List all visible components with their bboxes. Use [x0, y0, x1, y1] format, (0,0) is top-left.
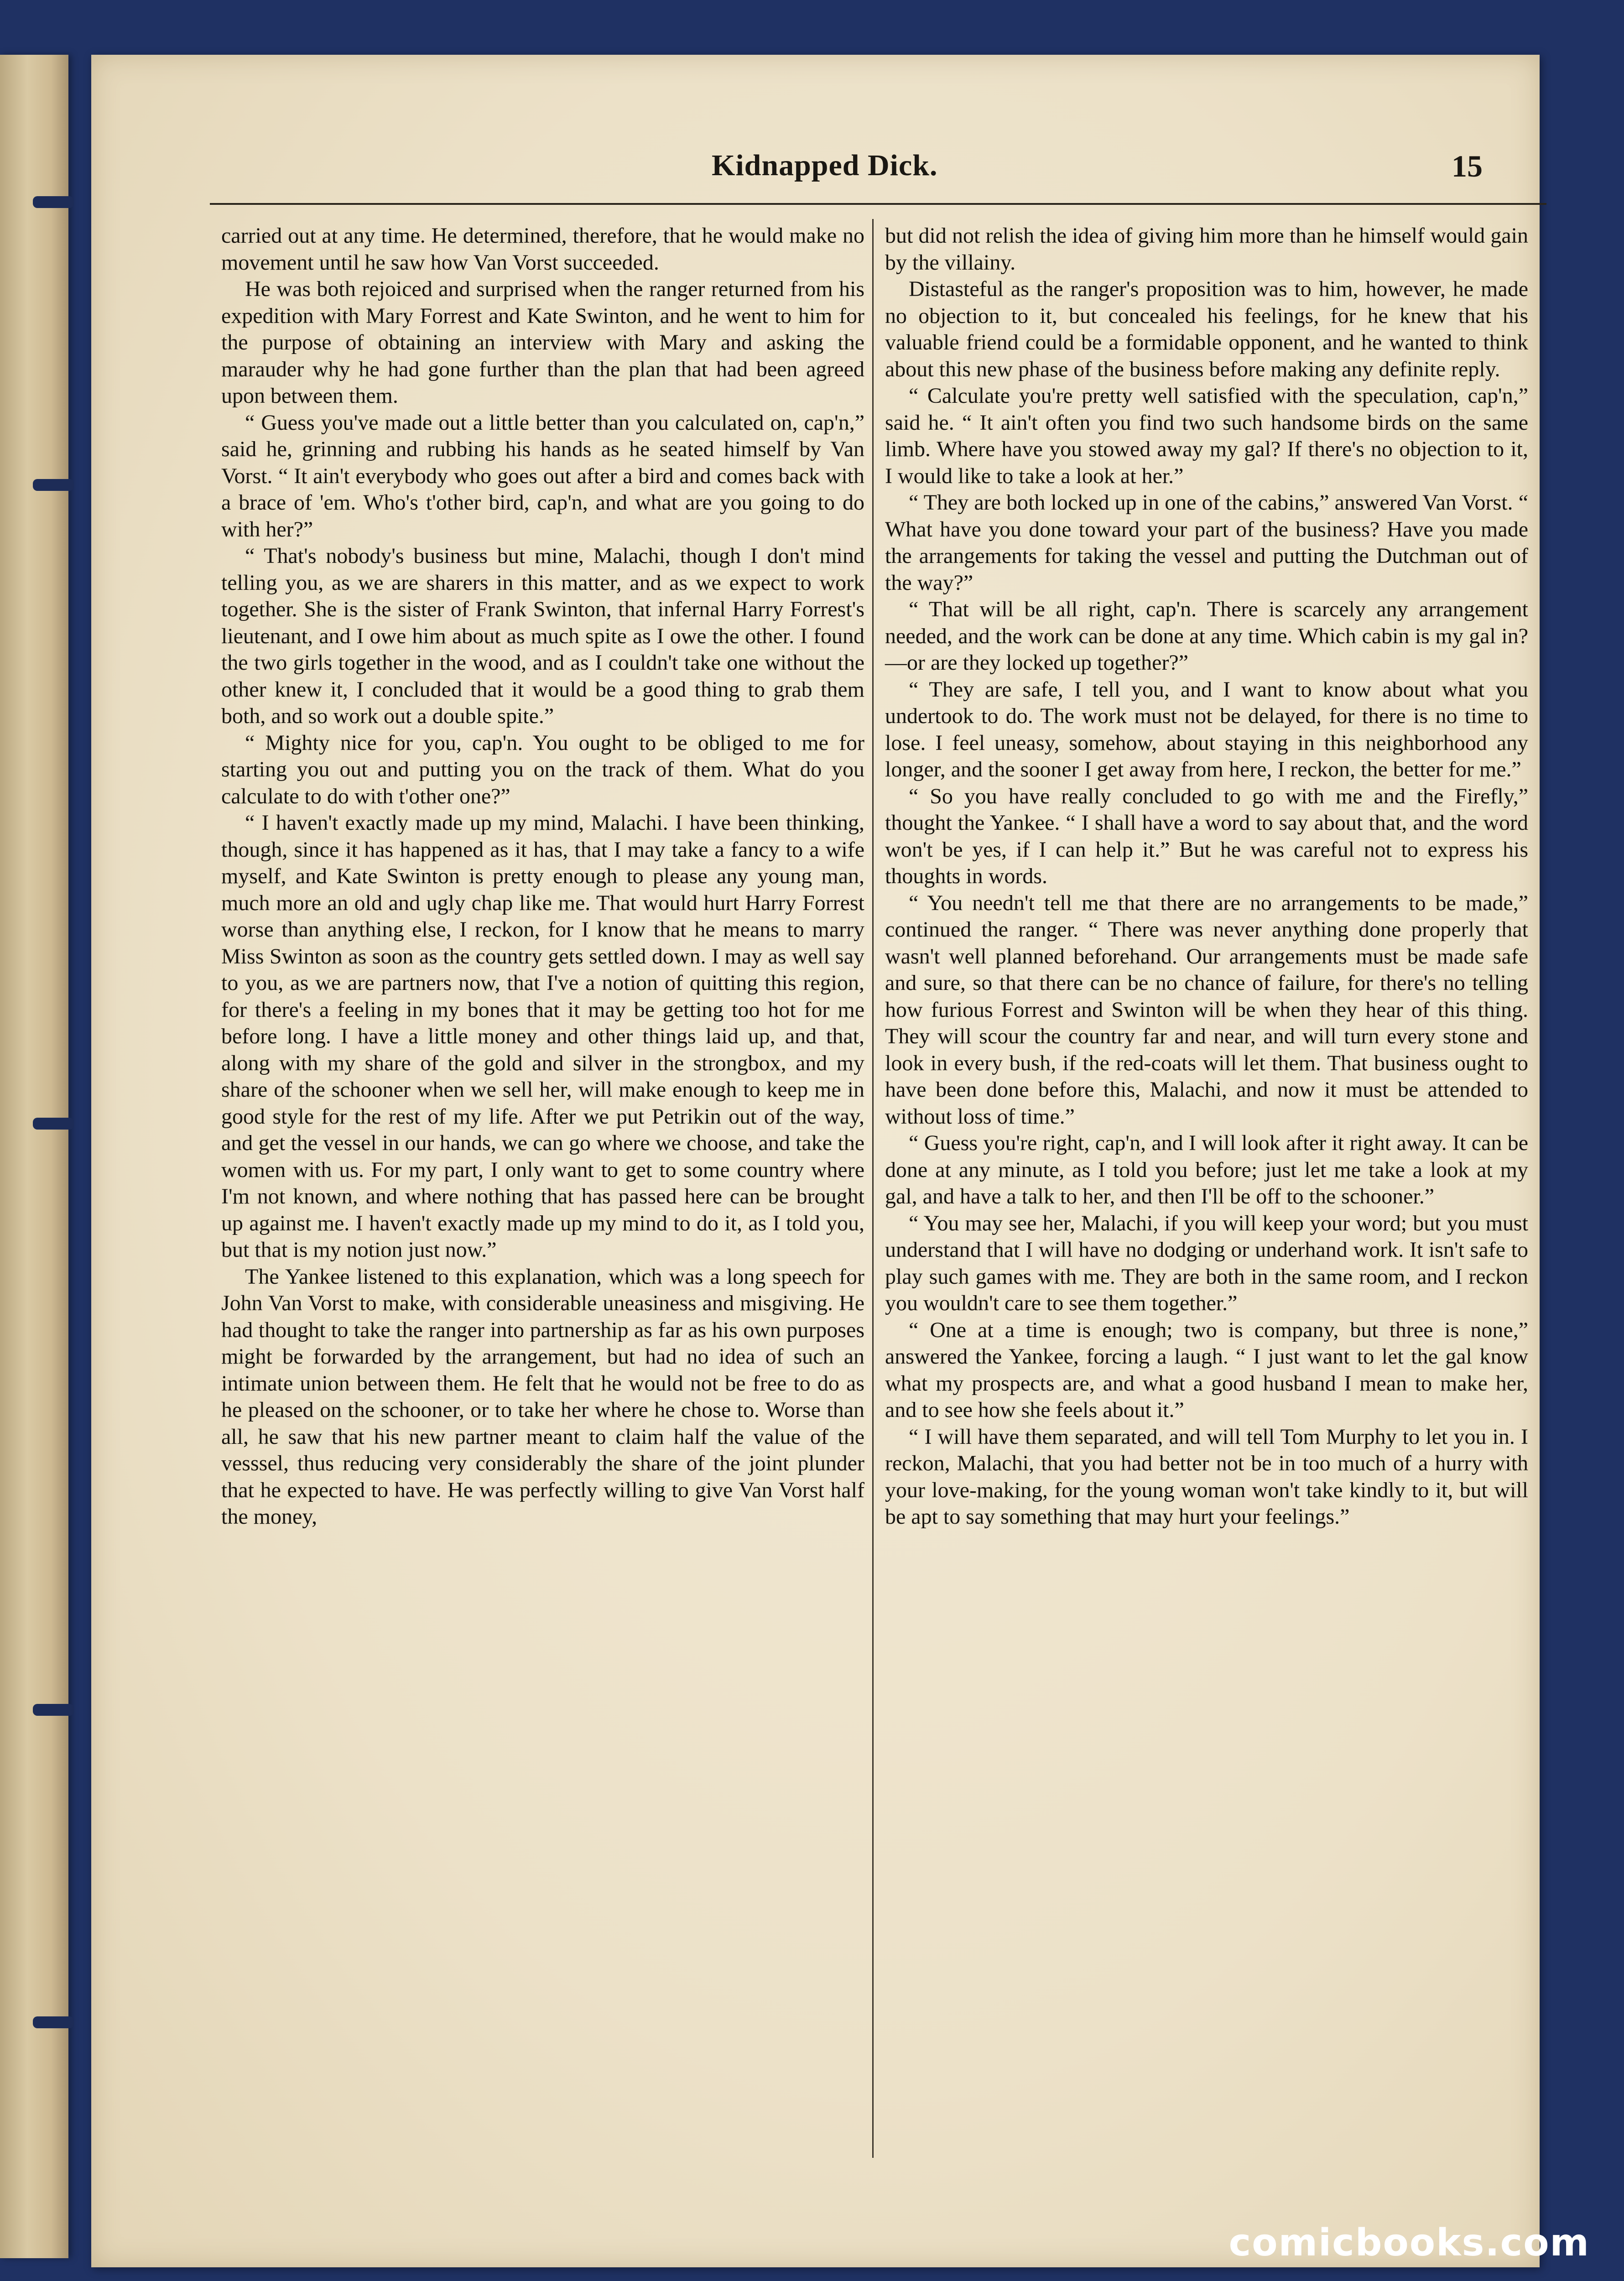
running-title: Kidnapped Dick. — [712, 149, 938, 182]
paragraph: “ You needn't tell me that there are no arrangements to be made,” continued the ranger. “ There was never anything done properly that wasn't well planned beforehand. Our arrangements must be made safe and sure, so that there can be no chance of failure, for there's no telling how furious Forrest and Swinton will be when they hear of this thing. They will scour the country far and near, and will turn every stone and look in every bush, if the red-coats will let them. That business ought to have been done before this, Malachi, and now it must be attended to without loss of time.” — [885, 891, 1528, 1129]
paragraph: “ You may see her, Malachi, if you will keep your word; but you must understand that I will have no dodging or underhand work. It isn't safe to play such games with me. They are both in the same room, and I reckon you wouldn't care to see them together.” — [885, 1211, 1528, 1315]
paragraph: “ That's nobody's business but mine, Malachi, though I don't mind telling you, as we are sharers in this matter, and as we expect to work together. She is the sister of Frank Swinton, that infernal Harry Forrest's lieutenant, and I owe him about as much spite as I owe the other. I found the two girls together in the wood, and as I couldn't take one without the other knew it, I concluded that it would be a good thing to grab them both, and so work out a double spite.” — [221, 544, 864, 728]
book-binding — [0, 55, 68, 2258]
paragraph: “ They are safe, I tell you, and I want to know about what you undertook to do. The work must not be delayed, for there is no time to lose. I feel uneasy, somehow, about staying in this neighborhood any longer, and the sooner I get away from here, I reckon, the better for me.” — [885, 677, 1528, 781]
paragraph: “ One at a time is enough; two is company, but three is none,” answered the Yankee, forcing a laugh. “ I just want to let the gal know what my prospects are, and what a good husband I mean to make her, and to see how she feels about it.” — [885, 1318, 1528, 1422]
paragraph: “ I haven't exactly made up my mind, Malachi. I have been thinking, though, since it has happened as it has, that I may take a fancy to a wife myself, and Kate Swinton is pretty enough to please any young man, much more an old and ugly chap like me. That would hurt Harry Forrest worse than anything else, I reckon, for I know that he means to marry Miss Swinton as soon as the country gets settled down. I may as well say to you, as we are partners now, that I've a notion of quitting this region, for there's a feeling in my bones that it may be getting too hot for me before long. I have a little money and other things laid up, and that, along with my share of the gold and silver in the strongbox, and my share of the schooner when we sell her, will make enough to keep me in good style for the rest of my life. After we put Petrikin out of the way, and get the vessel in our hands, we can go where we choose, and take the women with us. For my part, I only want to get to some country where I'm not known, and where nothing that has passed here can be brought up against me. I haven't exactly made up my mind to do it, as I told you, but that is my notion just now.” — [221, 811, 864, 1262]
left-column — [221, 223, 864, 1531]
page-number: 15 — [1452, 149, 1483, 183]
paragraph: “ Guess you've made out a little better than you calculated on, cap'n,” said he, grinning and rubbing his hands as he seated himself by Van Vorst. “ It ain't everybody who goes out after a bird and comes back with a brace of 'em. Who's t'other bird, cap'n, and what are you going to do with her?” — [221, 410, 864, 542]
binding-stitch — [33, 196, 74, 208]
paragraph: “ They are both locked up in one of the cabins,” answered Van Vorst. “ What have you done toward your part of the business? Have you made the arrangements for taking the vessel and putting the Dutchman out of the way?” — [885, 490, 1528, 595]
binding-stitch — [33, 1704, 74, 1716]
right-column — [885, 223, 1528, 1531]
paragraph: carried out at any time. He determined, therefore, that he would make no movement until he saw how Van Vorst succeeded. — [221, 224, 864, 275]
binding-stitch — [33, 479, 74, 491]
book-page — [91, 55, 1540, 2267]
paragraph: “ Calculate you're pretty well satisfied with the speculation, cap'n,” said he. “ It ain't often you find two such handsome birds on the same limb. Where have you stowed away my gal? If there's no objection to it, I would like to take a look at her.” — [885, 384, 1528, 488]
paragraph: “ I will have them separated, and will tell Tom Murphy to let you in. I reckon, Malachi, that you had better not be in too much of a hurry with your love-making, for the young woman won't take kindly to it, but will be apt to say something that may hurt your feelings.” — [885, 1424, 1528, 1529]
paragraph: “ So you have really concluded to go with me and the Firefly,” thought the Yankee. “ I shall have a word to say about that, and the word won't be yes, if I can help it.” But he was careful not to express his thoughts in words. — [885, 784, 1528, 888]
paragraph: He was both rejoiced and surprised when the ranger returned from his expedition with Mary Forrest and Kate Swinton, and he went to him for the purpose of obtaining an interview with Mary and asking the marauder why he had gone further than the plan that had been agreed upon between them. — [221, 277, 864, 408]
paragraph: “ That will be all right, cap'n. There is scarcely any arrangement needed, and the work can be done at any time. Which cabin is my gal in? —or are they locked up together?” — [885, 597, 1528, 675]
paragraph: The Yankee listened to this explanation, which was a long speech for John Van Vorst to make, with considerable uneasiness and misgiving. He had thought to take the ranger into partnership as far as his own purposes might be forwarded by the arrangement, but had no idea of such an intimate union between them. He felt that he would not be free to do as he pleased on the schooner, or to take her where he chose to. Worse than all, he saw that his new partner meant to claim half the value of the vesssel, thus reducing very considerably the share of the joint plunder that he expected to have. He was perfectly willing to give Van Vorst half the money, — [221, 1264, 864, 1529]
binding-stitch — [33, 1118, 74, 1130]
binding-stitch — [33, 2016, 74, 2028]
column-divider — [872, 219, 874, 2158]
paragraph: Distasteful as the ranger's proposition was to him, however, he made no objection to it, but concealed his feelings, for he knew that his valuable friend could be a formidable opponent, and he wanted to think about this new phase of the business before making any definite reply. — [885, 277, 1528, 381]
page-header — [91, 148, 1540, 198]
paragraph: “ Mighty nice for you, cap'n. You ought to be obliged to me for starting you out and putting you on the track of them. What do you calculate to do with t'other one?” — [221, 730, 864, 808]
site-watermark: comicbooks.com — [1228, 2221, 1590, 2265]
paragraph: but did not relish the idea of giving him more than he himself would gain by the villainy. — [885, 224, 1528, 275]
paragraph: “ Guess you're right, cap'n, and I will look after it right away. It can be done at any minute, as I told you before; just let me take a look at my gal, and have a talk to her, and then I'll be off to the schooner.” — [885, 1131, 1528, 1208]
header-rule — [210, 203, 1546, 205]
